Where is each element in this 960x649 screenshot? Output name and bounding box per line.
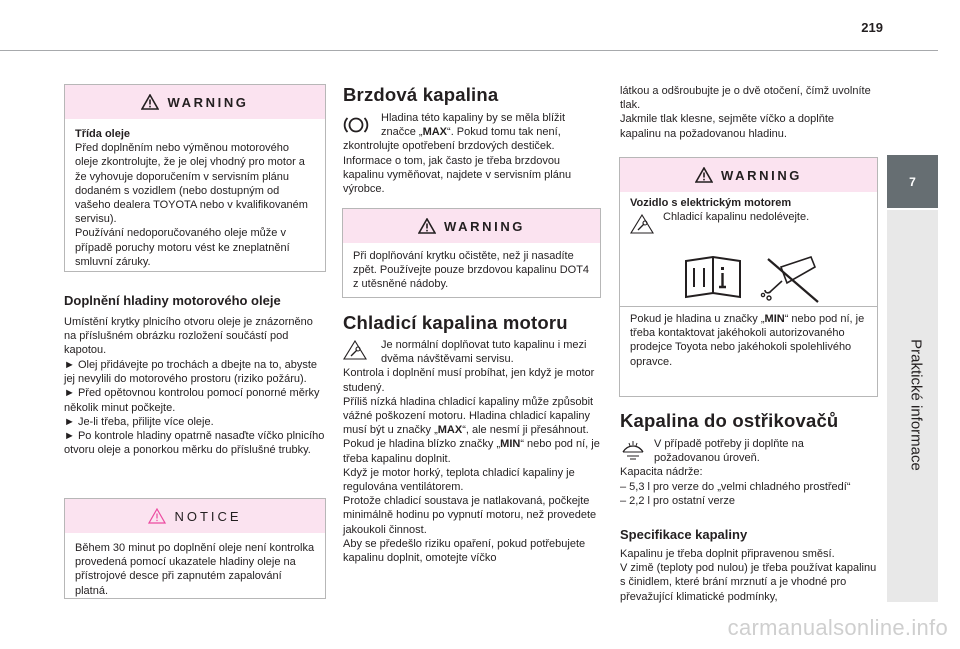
chapter-number-tab: 7	[887, 155, 938, 208]
page-number: 219	[861, 20, 883, 35]
warning-triangle-icon	[418, 218, 436, 234]
chapter-title-tab: Praktické informace	[907, 339, 925, 471]
notice-triangle-icon	[148, 508, 166, 524]
brake-fluid-intro	[343, 111, 602, 196]
warning-header	[343, 209, 600, 243]
oil-grade-text: Před doplněním nebo výměnou motorového oleje zkontrolujte, že je olej vhodný pro motor a že vyhovuje doporučením v servisním plánu dodaném s vozidlem (nebo dostupným od vašeho dealera TOYOTA nebo v kvalifikovaném servisu). Používání nedoporučovaného oleje může v případě poruchy motoru vést ke zneplatnění smluvní záruky.	[75, 142, 308, 268]
header-rule	[0, 50, 938, 51]
electric-icon-text: Chladicí kapalinu nedolévejte.	[663, 211, 810, 224]
brake-icon-line-1: Hladina této kapaliny by se měla blížit	[381, 112, 566, 124]
brake-fluid-icon	[343, 115, 369, 140]
warning-label: WARNING	[167, 94, 249, 110]
brake-fluid-title: Brzdová kapalina	[343, 84, 499, 105]
wrench-triangle-icon	[343, 340, 367, 365]
warning-header	[620, 158, 877, 192]
oil-notice-box	[64, 498, 326, 599]
oil-grade-title: Třída oleje	[75, 128, 131, 140]
list-item: ► Před opětovnou kontrolou pomocí ponorné měrky několik minut počkejte.	[64, 387, 320, 414]
washer-icon-line-1: V případě potřeby ji doplňte na	[654, 438, 804, 450]
electric-warning-divider	[620, 306, 877, 307]
coolant-icon-line-1: Je normální doplňovat tuto kapalinu i mezi	[381, 339, 587, 351]
coolant-title: Chladicí kapalina motoru	[343, 312, 568, 333]
oil-topup-intro: Umístění krytky plnicího otvoru oleje je znázorněno na příslušném obrázku rozložení součástí pod kapotou.	[64, 316, 313, 357]
notice-label: NOTICE	[174, 508, 242, 524]
no-refill-pictogram	[673, 247, 833, 307]
no-fluid-bottle-icon	[761, 257, 818, 302]
oil-topup-steps	[64, 358, 326, 457]
warning-triangle-icon	[141, 94, 159, 110]
warning-label: WARNING	[720, 167, 803, 183]
coolant-continued-text: látkou a odšroubujte je o dvě otočení, čímž uvolníte tlak. Jakmile tlak klesne, sejměte víčko a doplňte kapalinu na požadovanou hladinu.	[620, 85, 871, 140]
oil-topup-title: Doplnění hladiny motorového oleje	[64, 293, 281, 308]
warning-label: WARNING	[443, 218, 526, 234]
list-item: ► Je-li třeba, přilijte více oleje.	[64, 415, 214, 428]
notice-header	[65, 499, 325, 533]
watermark-text: carmanualsonline.info	[727, 615, 948, 640]
list-item: ► Olej přidávejte po trochách a dbejte na to, abyste jej nevylili do motorového prostoru (riziko požáru).	[64, 359, 318, 386]
notice-text: Během 30 minut po doplnění oleje není kontrolka provedená pomocí ukazatele hladiny oleje na přístrojové desce při zapnutém zapalování platná.	[75, 542, 315, 597]
brake-warning-box	[342, 208, 601, 298]
manual-book-icon	[686, 257, 740, 297]
fluid-spec-text: Kapalinu je třeba doplnit připravenou směsí. V zimě (teploty pod nulou) je třeba používat kapalinu s činidlem, které brání mrznutí a je vhodné pro převažující klimatické podmínky,	[620, 548, 877, 603]
brake-warning-text: Při doplňování krytku očistěte, než ji nasadíte zpět. Používejte pouze brzdovou kapalinu DOT4 z utěsněné nádoby.	[353, 250, 590, 291]
washer-icon-line-2: požadovanou úroveň.	[654, 452, 760, 465]
coolant-icon-line-2: dvěma návštěvami servisu.	[381, 353, 514, 366]
list-item: ► Po kontrole hladiny opatrně nasaďte víčko plnicího otvoru oleje a ponorkou měrku do příslušné trubky.	[64, 430, 325, 457]
warning-header	[65, 85, 325, 119]
washer-fluid-title: Kapalina do ostřikovačů	[620, 410, 839, 431]
washer-fluid-text: Kapacita nádrže: – 5,3 l pro verze do „velmi chladného prostředí“ – 2,2 l pro ostatní verze	[620, 466, 851, 507]
washer-fluid-icon	[620, 439, 646, 466]
brake-icon-line-2: značce „MAX“. Pokud tomu tak není,	[381, 126, 561, 139]
electric-warning-title: Vozidlo s elektrickým motorem	[630, 197, 792, 209]
washer-fluid-intro	[620, 437, 878, 508]
coolant-text: Kontrola i doplnění musí probíhat, jen když je motor studený. Příliš nízká hladina chladicí kapaliny může způsobit vážné poškození motoru. Hladina chladicí kapaliny musí být u značky „MAX“, ale nesmí ji přesáhnout. Pokud je hladina blízko značky „MIN“ nebo pod ní, je třeba kapalinu doplnit. Když je motor horký, teplota chladicí kapaliny je regulována ventilátorem. Protože chladicí soustava je natlakovaná, počkejte minimálně hodinu po vypnutí motoru, než provedete jakoukoli činnost. Aby se předešlo riziku opaření, pokud potřebujete kapalinu doplnit, omotejte víčko	[343, 367, 600, 565]
electric-warning-text: Pokud je hladina u značky „MIN“ nebo pod ní, je třeba kontaktovat jakéhokoli autorizovaného prodejce Toyota nebo jakéhokoli spolehlivého opravce.	[630, 313, 865, 368]
warning-triangle-icon	[695, 167, 713, 183]
wrench-triangle-icon	[630, 214, 654, 239]
brake-fluid-text: zkontrolujte opotřebení brzdových destiček. Informace o tom, jak často je třeba brzdovou kapalinu vyměňovat, najdete v servisním plánu výrobce.	[343, 140, 572, 196]
coolant-intro	[343, 338, 602, 565]
fluid-spec-title: Specifikace kapaliny	[620, 527, 748, 542]
oil-grade-warning-box	[64, 84, 326, 272]
